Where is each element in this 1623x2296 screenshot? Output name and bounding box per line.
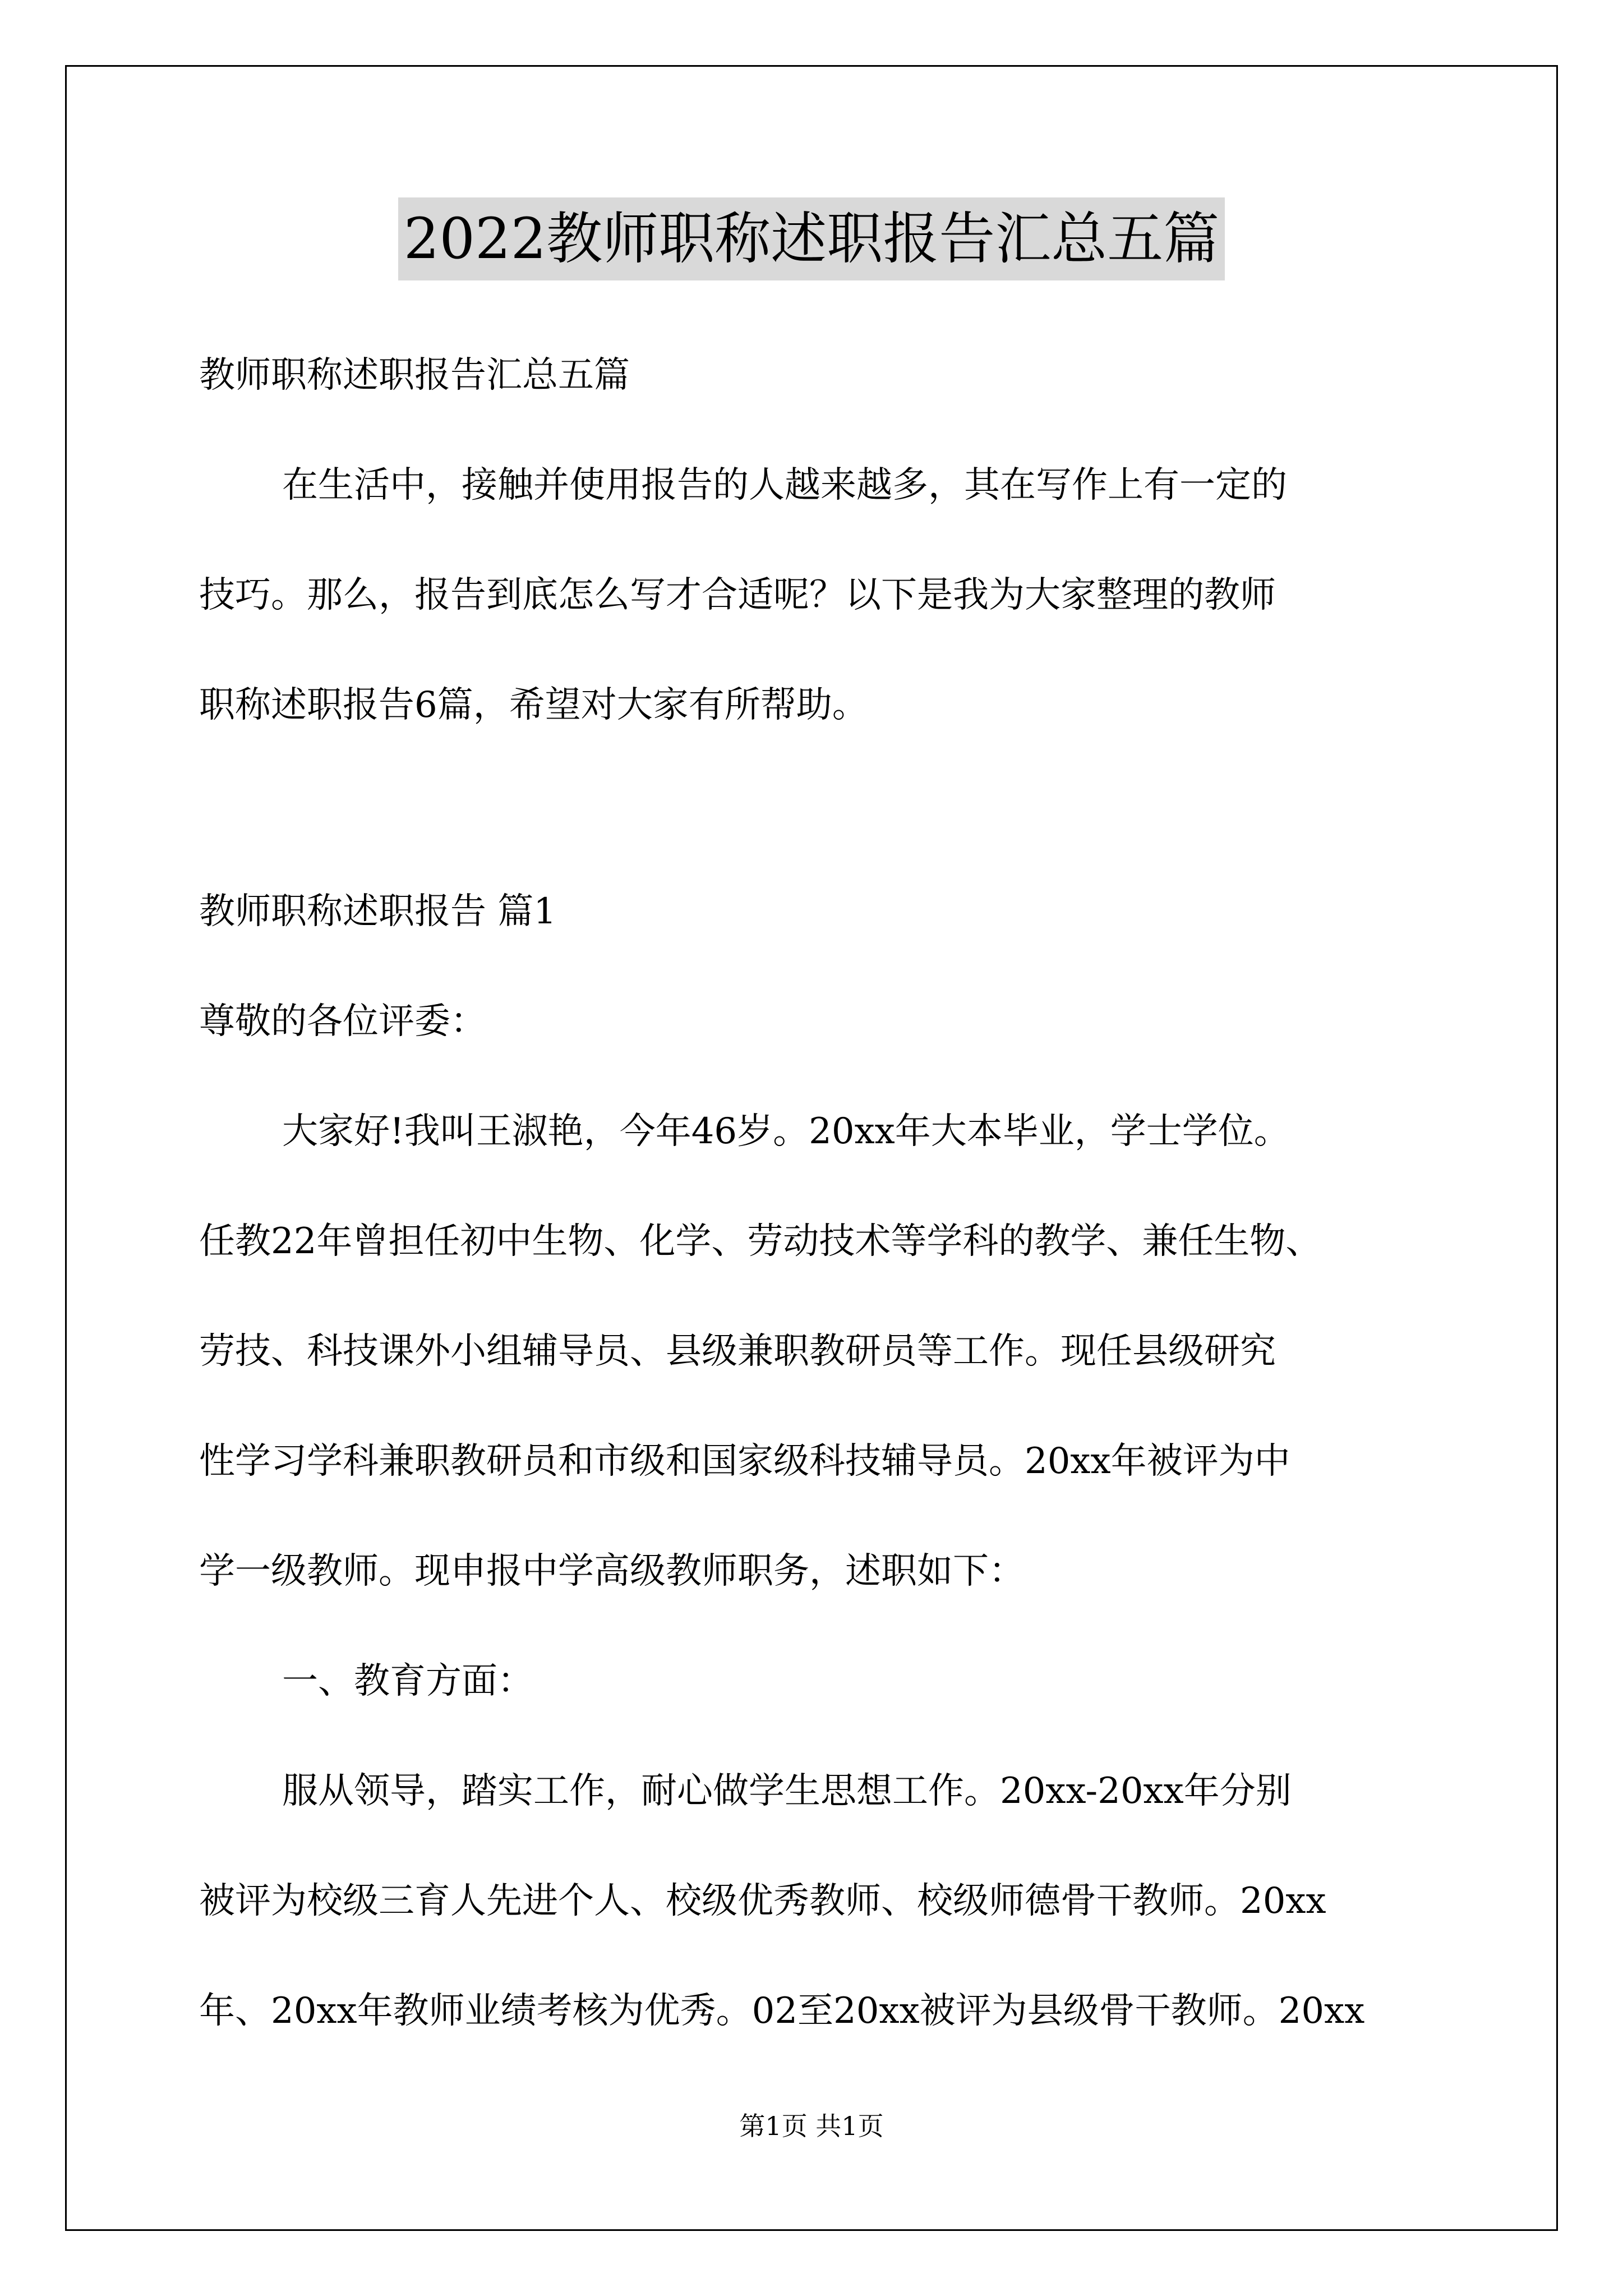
paragraph-line: 性学习学科兼职教研员和市级和国家级科技辅导员。20xx年被评为中 (199, 1441, 1290, 1482)
title-container (0, 197, 1623, 280)
subtitle-line: 教师职称述职报告汇总五篇 (199, 355, 630, 396)
paragraph-line: 劳技、科技课外小组辅导员、县级兼职教研员等工作。现任县级研究 (199, 1331, 1276, 1372)
subsection-heading: 一、教育方面： (282, 1660, 533, 1702)
document-title: 2022教师职称述职报告汇总五篇 (398, 197, 1225, 280)
paragraph-line: 技巧。那么，报告到底怎么写才合适呢？以下是我为大家整理的教师 (199, 574, 1276, 616)
salutation-line: 尊敬的各位评委： (199, 1001, 486, 1042)
paragraph-line: 服从领导，踏实工作，耐心做学生思想工作。20xx-20xx年分别 (282, 1770, 1292, 1812)
paragraph-line: 被评为校级三育人先进个人、校级优秀教师、校级师德骨干教师。20xx (199, 1880, 1326, 1922)
paragraph-line: 任教22年曾担任初中生物、化学、劳动技术等学科的教学、兼任生物、 (199, 1221, 1322, 1262)
paragraph-line: 在生活中，接触并使用报告的人越来越多，其在写作上有一定的 (282, 464, 1287, 506)
page-footer: 第1页 共1页 (739, 2111, 884, 2141)
section-heading: 教师职称述职报告 篇1 (199, 891, 557, 932)
paragraph-line: 年、20xx年教师业绩考核为优秀。02至20xx被评为县级骨干教师。20xx (199, 1990, 1365, 2032)
paragraph-line: 职称述职报告6篇，希望对大家有所帮助。 (199, 684, 868, 726)
paragraph-line: 大家好!我叫王淑艳，今年46岁。20xx年大本毕业，学士学位。 (282, 1111, 1290, 1152)
paragraph-line: 学一级教师。现申报中学高级教师职务，述职如下： (199, 1550, 1025, 1592)
